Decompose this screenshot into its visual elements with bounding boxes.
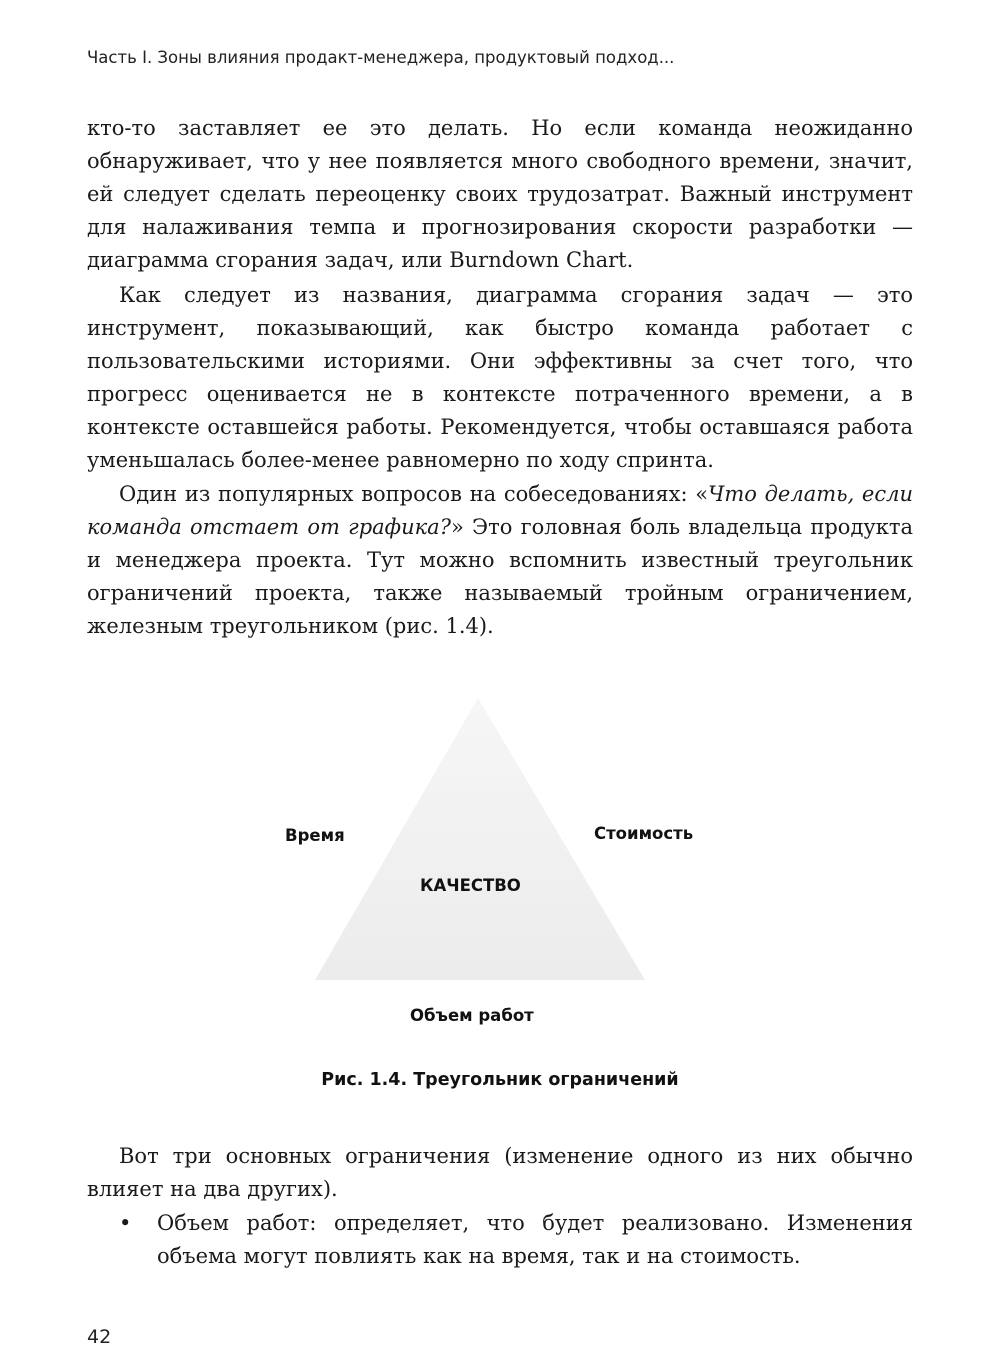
- page-number: 42: [87, 1326, 112, 1348]
- running-head: Часть I. Зоны влияния продакт-менеджера, продуктовый подход...: [87, 48, 675, 67]
- label-cost: Стоимость: [594, 824, 694, 843]
- label-time: Время: [285, 826, 345, 845]
- paragraph-3-end: » Это головная боль владельца продукта и менеджера проекта. Тут можно вспомнить известный треугольник ограничений проекта, также называемый тройным ограничением, железным треугольником (рис. 1.4).: [87, 515, 913, 638]
- paragraph-3-start: Один из популярных вопросов на собеседованиях: «: [119, 482, 709, 506]
- constraint-triangle-figure: [0, 690, 1000, 1040]
- paragraph-1: кто-то заставляет ее это делать. Но если команда неожиданно обнаруживает, что у нее появляется много свободного времени, значит, ей следует сделать переоценку своих трудозатрат. Важный инструмент для налаживания темпа и прогнозирования скорости разработки — диаграмма сгорания задач, или Burndown Chart.: [87, 116, 913, 272]
- bullet-item-scope: [119, 1207, 913, 1273]
- paragraph-2: Как следует из названия, диаграмма сгорания задач — это инструмент, показывающий, как быстро команда работает с пользовательскими историями. Они эффективны за счет того, что прогресс оценивается не в контексте потраченного времени, а в контексте оставшейся работы. Рекомендуется, чтобы оставшаяся работа уменьшалась более-менее равномерно по ходу спринта.: [87, 283, 913, 472]
- paragraph-3: [87, 478, 913, 643]
- bullet-icon: •: [119, 1211, 132, 1235]
- label-quality: КАЧЕСТВО: [420, 876, 521, 895]
- paragraph-4: Вот три основных ограничения (изменение одного из них обычно влияет на два других).: [87, 1144, 913, 1201]
- triangle-graphic: [0, 690, 1000, 1040]
- label-scope: Объем работ: [410, 1006, 534, 1025]
- interview-question: Что делать, если команда отстает от графика?: [87, 482, 914, 539]
- figure-caption: Рис. 1.4. Треугольник ограничений: [321, 1070, 679, 1090]
- bullet-text: Объем работ: определяет, что будет реализовано. Изменения объема могут повлиять как на время, так и на стоимость.: [157, 1211, 913, 1268]
